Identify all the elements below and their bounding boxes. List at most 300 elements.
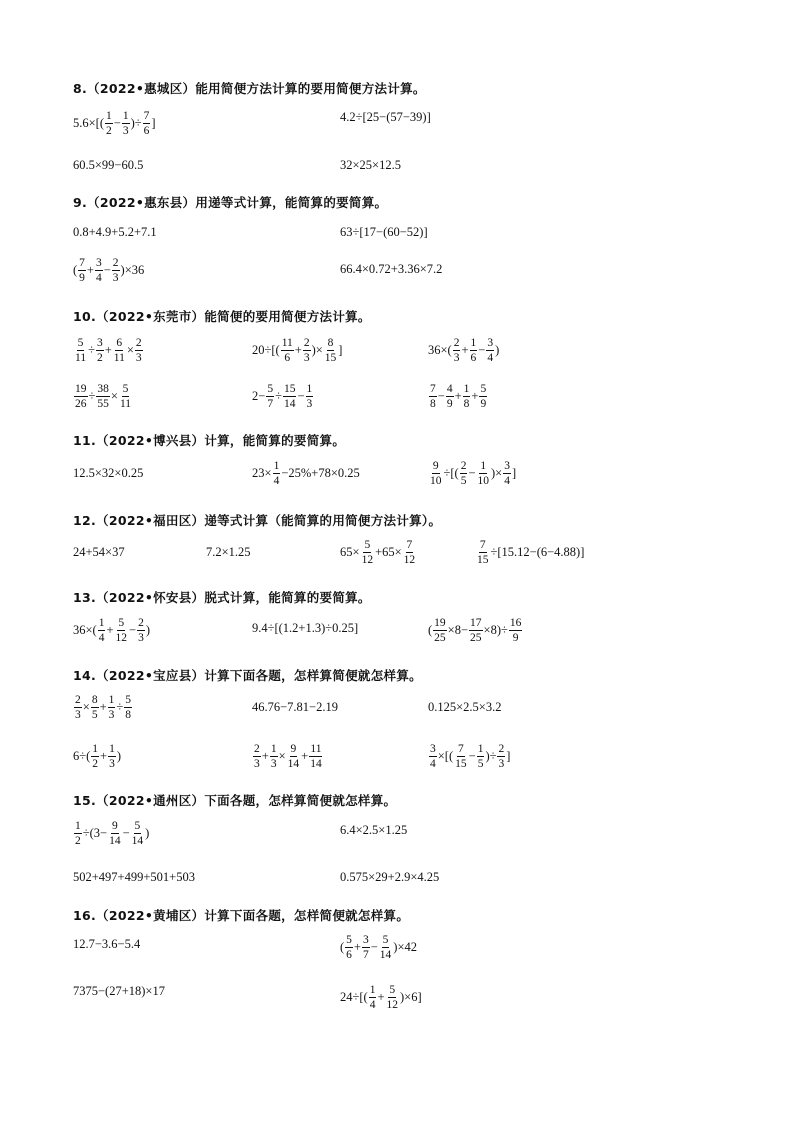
expr-text: 12.5×32×0.25 <box>73 466 144 480</box>
numerator: 1 <box>270 743 278 757</box>
expr-text: ÷[15.12−(6−4.88)] <box>490 545 585 560</box>
fraction <box>113 337 126 364</box>
expr-text: + <box>353 940 361 955</box>
fraction <box>119 383 132 410</box>
fraction <box>469 617 483 644</box>
problem-q16-3 <box>73 984 165 999</box>
fraction <box>74 694 82 721</box>
expr-text: ÷[( <box>443 466 459 481</box>
numerator: 2 <box>74 694 82 708</box>
problem-q15-3 <box>73 870 195 885</box>
problem-q13-3 <box>428 617 523 644</box>
fraction <box>115 617 129 644</box>
expr-text: 502+497+499+501+503 <box>73 870 195 884</box>
fraction <box>470 337 478 364</box>
expr-text: 4.2÷[25−(57−39)] <box>340 110 431 124</box>
fraction <box>361 539 375 566</box>
problem-q14-4 <box>73 743 121 770</box>
fraction <box>283 383 297 410</box>
denominator: 14 <box>287 758 300 771</box>
expr-text: ÷(3− <box>82 826 108 841</box>
denominator: 9 <box>480 398 487 411</box>
expr-text: 20÷[( <box>252 343 280 358</box>
numerator: 2 <box>453 337 461 351</box>
problem-q10-4 <box>73 383 133 410</box>
fraction <box>91 743 99 770</box>
numerator: 9 <box>290 743 298 757</box>
fraction <box>362 934 370 961</box>
denominator: 5 <box>91 709 98 722</box>
problem-q15-4 <box>340 870 439 885</box>
problem-q8-4 <box>340 158 401 173</box>
denominator: 2 <box>96 352 103 365</box>
denominator: 11 <box>75 352 87 365</box>
numerator: 1 <box>91 743 99 757</box>
expr-text: ×[( <box>437 749 454 764</box>
heading-q16: 16.（2022•黄埔区）计算下面各题，怎样简便就怎样算。 <box>73 908 410 923</box>
numerator: 2 <box>137 617 145 631</box>
problem-q12-3 <box>340 539 417 566</box>
denominator: 14 <box>131 835 144 848</box>
denominator: 11 <box>113 352 125 365</box>
fraction <box>477 460 491 487</box>
fraction <box>479 383 487 410</box>
numerator: 15 <box>283 383 297 397</box>
expr-text: + <box>454 389 462 404</box>
heading-q13: 13.（2022•怀安县）脱式计算，能简算的要简算。 <box>73 590 371 605</box>
fraction <box>403 539 417 566</box>
fraction <box>433 617 447 644</box>
denominator: 25 <box>470 632 482 645</box>
denominator: 15 <box>455 758 467 771</box>
numerator: 19 <box>74 383 88 397</box>
fraction <box>108 694 116 721</box>
numerator: 1 <box>477 743 485 757</box>
numerator: 5 <box>122 383 130 397</box>
expr-text: ×8− <box>447 623 469 638</box>
fraction <box>503 460 511 487</box>
fraction <box>486 337 494 364</box>
denominator: 12 <box>361 554 374 567</box>
expr-text: ( <box>340 940 345 955</box>
heading-q10: 10.（2022•东莞市）能简便的要用简便方法计算。 <box>73 309 371 324</box>
numerator: 3 <box>486 337 494 351</box>
numerator: 8 <box>91 694 99 708</box>
problem-q14-3 <box>428 700 501 715</box>
expr-text: + <box>104 343 112 358</box>
numerator: 3 <box>503 460 511 474</box>
fraction <box>379 934 393 961</box>
denominator: 3 <box>75 709 81 722</box>
fraction <box>96 337 104 364</box>
expr-text: 2− <box>252 389 266 404</box>
numerator: 1 <box>369 984 377 998</box>
problem-q11-2 <box>252 460 360 487</box>
expr-text: − <box>468 466 476 481</box>
denominator: 4 <box>504 475 510 488</box>
fraction <box>98 617 106 644</box>
expr-text: × <box>126 343 134 358</box>
fraction <box>453 337 461 364</box>
denominator: 6 <box>284 352 291 365</box>
numerator: 5 <box>77 337 85 351</box>
problem-q15-1 <box>73 820 149 847</box>
numerator: 17 <box>469 617 483 631</box>
expr-text: ÷ <box>116 700 124 715</box>
numerator: 7 <box>78 257 86 271</box>
fraction <box>454 743 468 770</box>
expr-text: 66.4×0.72+3.36×7.2 <box>340 262 443 276</box>
numerator: 7 <box>457 743 465 757</box>
numerator: 19 <box>433 617 447 631</box>
numerator: 7 <box>429 383 437 397</box>
expr-text: × <box>110 389 118 404</box>
numerator: 11 <box>309 743 322 757</box>
fraction <box>270 743 278 770</box>
heading-q12: 12.（2022•福田区）递等式计算（能简算的用简便方法计算）。 <box>73 513 442 528</box>
denominator: 26 <box>75 398 87 411</box>
denominator: 4 <box>430 758 436 771</box>
fraction <box>135 337 143 364</box>
denominator: 6 <box>346 949 352 962</box>
fraction <box>108 820 122 847</box>
expr-text: ( <box>73 263 78 278</box>
fraction <box>105 110 113 137</box>
denominator: 12 <box>386 999 398 1012</box>
denominator: 8 <box>463 398 470 411</box>
expr-text: −25%+78×0.25 <box>281 466 360 481</box>
problem-q16-4 <box>340 984 422 1011</box>
expr-text: )÷ <box>485 749 497 764</box>
numerator: 5 <box>134 820 142 834</box>
expr-text: − <box>478 343 486 358</box>
problem-q12-1 <box>73 545 125 560</box>
problem-q14-6 <box>428 743 510 770</box>
expr-text: ] <box>506 749 511 764</box>
problem-q10-1 <box>73 337 144 364</box>
expr-text: + <box>294 343 302 358</box>
numerator: 1 <box>470 337 478 351</box>
expr-text: 36×( <box>73 623 97 638</box>
expr-text: )× <box>311 343 323 358</box>
expr-text: 7375−(27+18)×17 <box>73 984 165 998</box>
expr-text: + <box>301 749 309 764</box>
expr-text: ÷ <box>88 389 96 404</box>
denominator: 4 <box>487 352 494 365</box>
numerator: 38 <box>96 383 110 397</box>
numerator: 7 <box>479 539 487 553</box>
numerator: 5 <box>124 694 132 708</box>
fraction <box>253 743 261 770</box>
expr-text: + <box>471 389 479 404</box>
numerator: 9 <box>111 820 119 834</box>
fraction <box>386 984 400 1011</box>
numerator: 16 <box>509 617 523 631</box>
numerator: 1 <box>306 383 314 397</box>
denominator: 4 <box>273 475 280 488</box>
fraction <box>74 383 88 410</box>
fraction <box>497 743 505 770</box>
numerator: 9 <box>432 460 440 474</box>
denominator: 10 <box>477 475 489 488</box>
expr-text: +65× <box>375 545 402 560</box>
fraction <box>369 984 377 1011</box>
numerator: 1 <box>463 383 471 397</box>
expr-text: 0.575×29+2.9×4.25 <box>340 870 440 884</box>
problem-q14-2 <box>252 700 338 715</box>
fraction <box>91 694 99 721</box>
denominator: 55 <box>97 398 109 411</box>
fraction <box>303 337 311 364</box>
problem-q8-3 <box>73 158 143 173</box>
numerator: 7 <box>143 110 151 124</box>
denominator: 14 <box>283 398 296 411</box>
denominator: 11 <box>119 398 132 411</box>
expr-text: 24÷[( <box>340 990 368 1005</box>
numerator: 7 <box>406 539 414 553</box>
expr-text: 0.8+4.9+5.2+7.1 <box>73 225 157 239</box>
denominator: 15 <box>477 554 489 567</box>
denominator: 3 <box>306 398 313 411</box>
expr-text: )×42 <box>393 940 418 955</box>
problem-q10-5 <box>252 383 314 410</box>
fraction <box>78 257 86 284</box>
heading-q8: 8.（2022•惠城区）能用简便方法计算的要用简便方法计算。 <box>73 81 426 96</box>
denominator: 6 <box>143 125 150 138</box>
numerator: 2 <box>253 743 261 757</box>
expr-text: 63÷[17−(60−52)] <box>340 225 428 239</box>
denominator: 5 <box>477 758 484 771</box>
fraction <box>124 694 132 721</box>
expr-text: 9.4÷[(1.2+1.3)÷0.25] <box>252 621 359 635</box>
problem-q9-1 <box>73 225 157 240</box>
expr-text: ] <box>151 116 156 131</box>
denominator: 2 <box>92 758 99 771</box>
numerator: 5 <box>266 383 274 397</box>
fraction <box>137 617 145 644</box>
fraction <box>74 337 87 364</box>
expr-text: − <box>297 389 305 404</box>
denominator: 2 <box>106 125 112 138</box>
numerator: 11 <box>281 337 294 351</box>
fraction <box>287 743 301 770</box>
expr-text: 7.2×1.25 <box>206 545 251 559</box>
numerator: 3 <box>96 337 104 351</box>
expr-text: − <box>103 263 111 278</box>
denominator: 9 <box>512 632 519 645</box>
fraction <box>477 743 485 770</box>
denominator: 15 <box>324 352 337 365</box>
denominator: 8 <box>430 398 436 411</box>
expr-text: ) <box>145 826 150 841</box>
numerator: 8 <box>327 337 335 351</box>
numerator: 2 <box>303 337 311 351</box>
denominator: 5 <box>460 475 467 488</box>
problem-q12-2 <box>206 545 251 560</box>
fraction <box>96 383 110 410</box>
expr-text: − <box>122 826 130 841</box>
numerator: 1 <box>108 743 116 757</box>
fraction <box>95 257 103 284</box>
expr-text: × <box>82 700 90 715</box>
heading-q14: 14.（2022•宝应县）计算下面各题，怎样算简便就怎样算。 <box>73 668 422 683</box>
heading-q11: 11.（2022•博兴县）计算，能简算的要简算。 <box>73 433 346 448</box>
heading-q9: 9.（2022•惠东县）用递等式计算，能简算的要简算。 <box>73 195 388 210</box>
fraction <box>122 110 130 137</box>
numerator: 2 <box>135 337 143 351</box>
denominator: 7 <box>267 398 274 411</box>
problem-q11-1 <box>73 466 143 481</box>
expr-text: 60.5×99−60.5 <box>73 158 144 172</box>
expr-text: )× <box>491 466 503 481</box>
denominator: 9 <box>446 398 453 411</box>
expr-text: × <box>278 749 286 764</box>
denominator: 25 <box>434 632 446 645</box>
expr-text: ) <box>145 623 151 638</box>
numerator: 3 <box>95 257 103 271</box>
expr-text: 23× <box>252 466 272 481</box>
problem-q15-2 <box>340 823 407 838</box>
expr-text: + <box>461 343 469 358</box>
numerator: 4 <box>446 383 454 397</box>
problem-q10-6 <box>428 383 488 410</box>
expr-text: 5.6×[( <box>73 116 104 131</box>
problem-q8-2 <box>340 110 431 125</box>
expr-text: 46.76−7.81−2.19 <box>252 700 338 714</box>
denominator: 8 <box>125 709 131 722</box>
denominator: 6 <box>470 352 477 365</box>
denominator: 3 <box>108 709 115 722</box>
expr-text: − <box>437 389 445 404</box>
numerator: 1 <box>98 617 106 631</box>
fraction <box>131 820 145 847</box>
fraction <box>108 743 116 770</box>
expr-text: + <box>86 263 94 278</box>
expr-text: + <box>377 990 385 1005</box>
numerator: 2 <box>497 743 505 757</box>
problem-q16-2 <box>340 934 417 961</box>
fraction <box>509 617 523 644</box>
expr-text: 36×( <box>428 343 452 358</box>
expr-text: ) <box>495 343 500 358</box>
fraction <box>446 383 454 410</box>
expr-text: 6.4×2.5×1.25 <box>340 823 408 837</box>
denominator: 10 <box>430 475 442 488</box>
denominator: 3 <box>254 758 260 771</box>
numerator: 5 <box>479 383 487 397</box>
expr-text: − <box>468 749 476 764</box>
expr-text: 65× <box>340 545 360 560</box>
denominator: 3 <box>122 125 129 138</box>
denominator: 3 <box>498 758 505 771</box>
problem-q9-2 <box>340 225 428 240</box>
problem-q13-2 <box>252 621 358 636</box>
numerator: 1 <box>108 694 116 708</box>
denominator: 4 <box>369 999 376 1012</box>
numerator: 1 <box>105 110 113 124</box>
problem-q10-3 <box>428 337 499 364</box>
expr-text: 32×25×12.5 <box>340 158 401 172</box>
expr-text: − <box>113 116 121 131</box>
denominator: 9 <box>79 272 85 285</box>
fraction <box>74 820 82 847</box>
numerator: 1 <box>273 460 281 474</box>
fraction <box>429 383 437 410</box>
denominator: 3 <box>112 272 119 285</box>
problem-q9-3 <box>73 257 144 284</box>
problem-q11-3 <box>428 460 516 487</box>
expr-text: ÷ <box>275 389 282 404</box>
problem-q14-5 <box>252 743 324 770</box>
problem-q9-4 <box>340 262 442 277</box>
fraction <box>429 460 443 487</box>
expr-text: 24+54×37 <box>73 545 125 559</box>
fraction <box>273 460 281 487</box>
denominator: 14 <box>109 835 121 848</box>
heading-q15: 15.（2022•通州区）下面各题，怎样算简便就怎样算。 <box>73 793 397 808</box>
expr-text: + <box>261 749 269 764</box>
fraction <box>345 934 353 961</box>
fraction <box>281 337 294 364</box>
numerator: 3 <box>362 934 370 948</box>
numerator: 6 <box>115 337 123 351</box>
problem-q14-1 <box>73 694 133 721</box>
fraction <box>324 337 338 364</box>
expr-text: 6÷( <box>73 749 91 764</box>
denominator: 4 <box>98 632 105 645</box>
fraction <box>143 110 151 137</box>
problem-q12-4 <box>475 539 584 566</box>
denominator: 2 <box>75 835 81 848</box>
denominator: 3 <box>453 352 460 365</box>
denominator: 3 <box>303 352 310 365</box>
numerator: 3 <box>429 743 437 757</box>
denominator: 12 <box>115 632 128 645</box>
expr-text: )×36 <box>120 263 145 278</box>
numerator: 2 <box>460 460 468 474</box>
numerator: 5 <box>388 984 396 998</box>
numerator: 2 <box>112 257 120 271</box>
fraction <box>112 257 120 284</box>
expr-text: ( <box>428 623 433 638</box>
numerator: 5 <box>363 539 371 553</box>
numerator: 5 <box>345 934 353 948</box>
expr-text: + <box>106 623 114 638</box>
numerator: 1 <box>479 460 487 474</box>
expr-text: )÷ <box>130 116 142 131</box>
problem-q16-1 <box>73 937 140 952</box>
denominator: 12 <box>403 554 416 567</box>
fraction <box>306 383 314 410</box>
fraction <box>463 383 471 410</box>
expr-text: )×6] <box>400 990 422 1005</box>
numerator: 5 <box>117 617 125 631</box>
denominator: 3 <box>135 352 142 365</box>
denominator: 3 <box>138 632 144 645</box>
fraction <box>309 743 323 770</box>
numerator: 1 <box>74 820 82 834</box>
expr-text: 12.7−3.6−5.4 <box>73 937 141 951</box>
expr-text: − <box>370 940 378 955</box>
denominator: 14 <box>379 949 392 962</box>
expr-text: + <box>100 749 108 764</box>
expr-text: − <box>129 623 137 638</box>
expr-text: ) <box>116 749 122 764</box>
problem-q10-2 <box>252 337 342 364</box>
fraction <box>476 539 490 566</box>
expr-text: ] <box>511 466 517 481</box>
denominator: 3 <box>109 758 115 771</box>
